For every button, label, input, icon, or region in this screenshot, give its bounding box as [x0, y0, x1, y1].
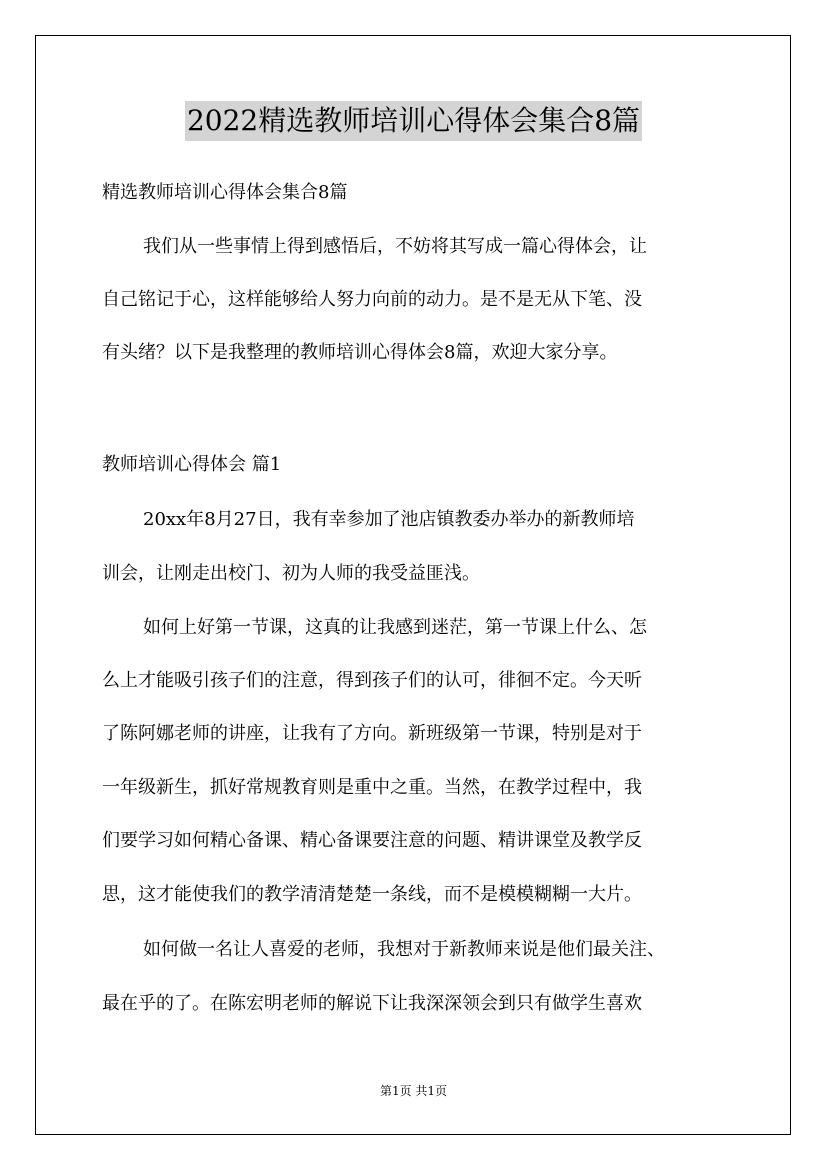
intro-line: 我们从一些事情上得到感悟后，不妨将其写成一篇心得体会，让 — [143, 236, 647, 257]
document-subtitle: 精选教师培训心得体会集合8篇 — [102, 182, 348, 203]
paragraph-line: 如何做一名让人喜爱的老师，我想对于新教师来说是他们最关注、 — [143, 939, 665, 960]
intro-line: 自己铭记于心，这样能够给人努力向前的动力。是不是无从下笔、没 — [102, 289, 642, 310]
paragraph-line: 们要学习如何精心备课、精心备课要注意的问题、精讲课堂及教学反 — [102, 830, 642, 851]
paragraph-line: 20xx年8月27日，我有幸参加了池店镇教委办举办的新教师培 — [143, 509, 635, 530]
paragraph-line: 了陈阿娜老师的讲座，让我有了方向。新班级第一节课，特别是对于 — [102, 723, 642, 744]
paragraph-line: 思，这才能使我们的教学清清楚楚一条线，而不是模模糊糊一大片。 — [102, 884, 642, 905]
document-title-wrap — [0, 101, 827, 141]
paragraph-line: 如何上好第一节课，这真的让我感到迷茫，第一节课上什么、怎 — [143, 617, 647, 638]
paragraph-line: 么上才能吸引孩子们的注意，得到孩子们的认可，徘徊不定。今天听 — [102, 670, 642, 691]
paragraph-line: 训会，让刚走出校门、初为人师的我受益匪浅。 — [102, 563, 480, 584]
document-title: 2022精选教师培训心得体会集合8篇 — [185, 101, 642, 141]
page-footer: 第1页 共1页 — [379, 1084, 448, 1098]
paragraph-line: 最在乎的了。在陈宏明老师的解说下让我深深领会到只有做学生喜欢 — [102, 993, 642, 1014]
section-heading: 教师培训心得体会 篇1 — [102, 454, 282, 475]
paragraph-line: 一年级新生，抓好常规教育则是重中之重。当然，在教学过程中，我 — [102, 777, 642, 798]
intro-line: 有头绪？以下是我整理的教师培训心得体会8篇，欢迎大家分享。 — [102, 342, 618, 363]
